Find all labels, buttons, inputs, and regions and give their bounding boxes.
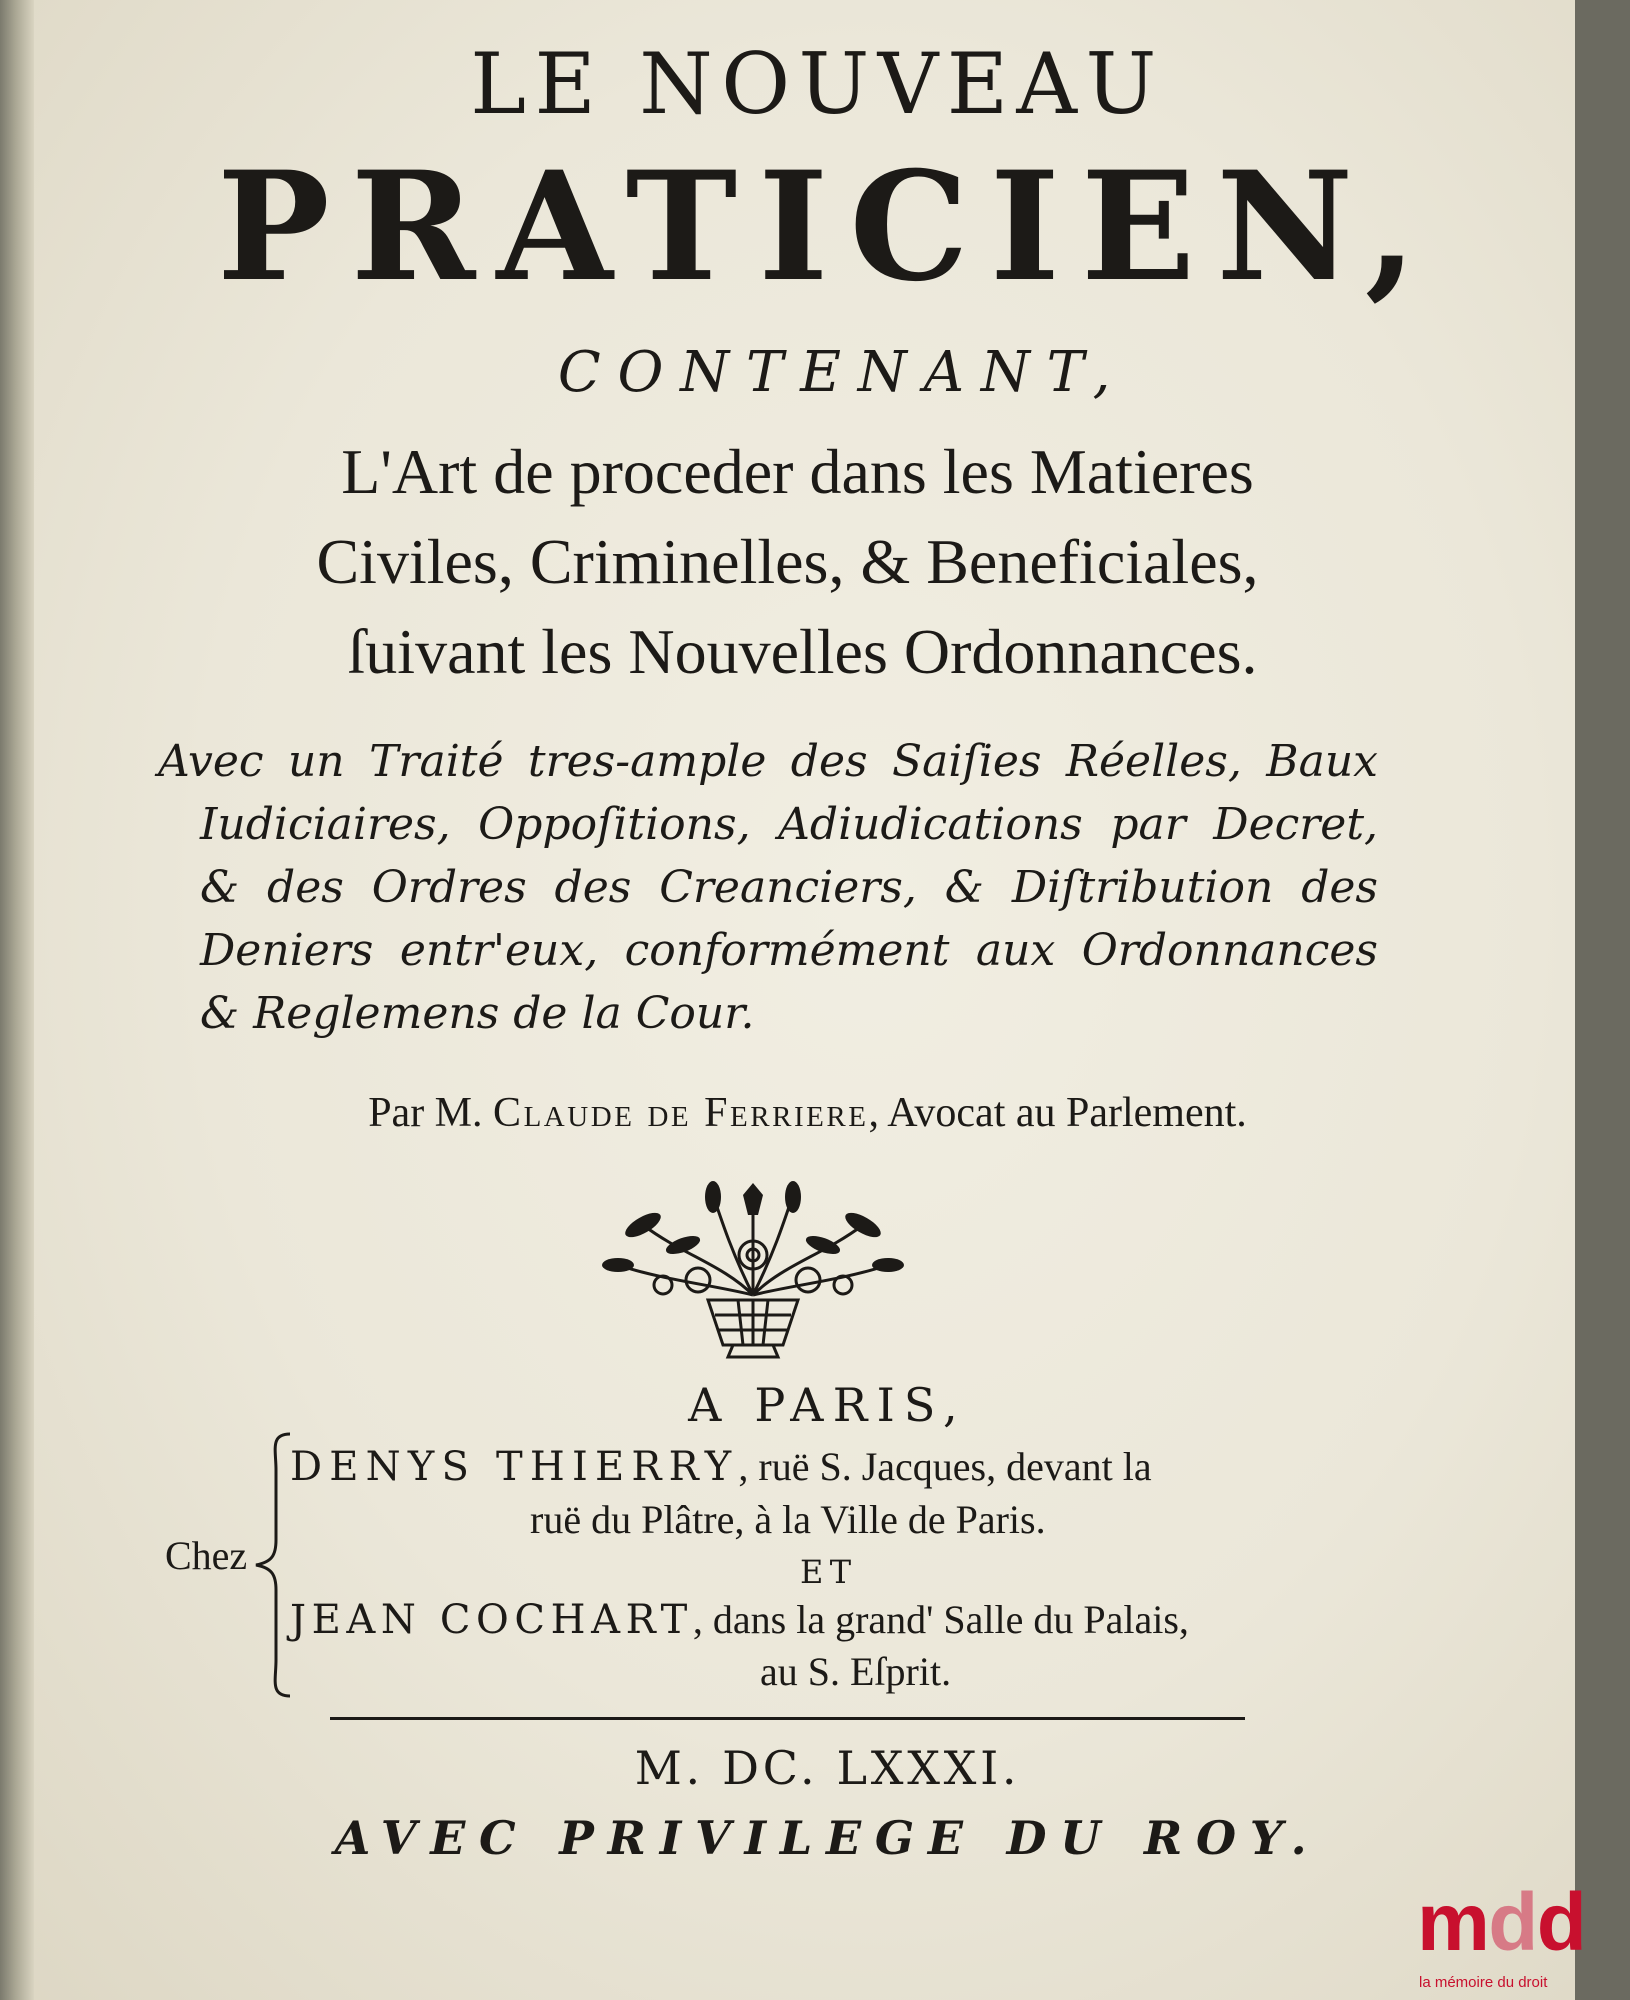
publisher-1-address-1: , ruë S. Jacques, devant la (738, 1444, 1152, 1489)
title-line-2: PRATICIEN, (216, 139, 1439, 315)
mdd-watermark-text: la mémoire du droit (1419, 1974, 1548, 1991)
title-line-3: CONTENANT, (557, 340, 1128, 405)
royal-privilege: AVEC PRIVILEGE DU ROY. (334, 1811, 1321, 1865)
imprint-city: A PARIS, (688, 1378, 967, 1432)
publisher-2-address-1: , dans la grand' Salle du Palais, (692, 1597, 1189, 1642)
author-name: Claude de Ferriere (493, 1090, 869, 1136)
publisher-1-address-2: ruë du Plâtre, à la Ville de Paris. (530, 1497, 1046, 1542)
horizontal-rule (330, 1717, 1245, 1720)
author-line (0, 1092, 1595, 1134)
publisher-2-address-2: au S. Eſprit. (760, 1649, 952, 1694)
description-line-4: Deniers entr'eux, conformément aux Ordonnances (200, 925, 1378, 976)
subtitle-line-1: L'Art de proceder dans les Matieres (341, 436, 1254, 507)
publisher-2-name: JEAN COCHART (290, 1597, 693, 1643)
publisher-1-line (290, 1444, 1152, 1490)
subtitle-line-3: ſuivant les Nouvelles Ordonnances. (347, 616, 1258, 687)
curly-brace-icon (212, 1430, 292, 1700)
mdd-watermark (1415, 1877, 1586, 2000)
description-line-5: & Reglemens de la Cour. (200, 988, 755, 1039)
flower-basket-ornament-icon (603, 1185, 903, 1360)
imprint-et: ET (800, 1553, 858, 1591)
subtitle-line-2: Civiles, Criminelles, & Beneficiales, (316, 526, 1259, 597)
author-title: , Avocat au Parlement. (868, 1090, 1247, 1136)
publisher-2-line (290, 1597, 1189, 1643)
publication-year: M. DC. LXXXI. (634, 1741, 1021, 1795)
imprint-chez: Chez (165, 1533, 248, 1578)
mdd-logo-icon: mdd (1417, 1877, 1586, 1968)
author-prefix: Par M. (368, 1090, 483, 1136)
description-line-1: Avec un Traité tres-ample des Saiſies Réelles, Baux (158, 736, 1378, 787)
description-line-3: & des Ordres des Creanciers, & Diſtribution des (200, 862, 1378, 913)
description-line-2: Iudiciaires, Oppoſitions, Adiudications par Decret, (200, 799, 1378, 850)
publisher-1-name: DENYS THIERRY (290, 1444, 739, 1490)
title-line-1: LE NOUVEAU (470, 35, 1165, 133)
